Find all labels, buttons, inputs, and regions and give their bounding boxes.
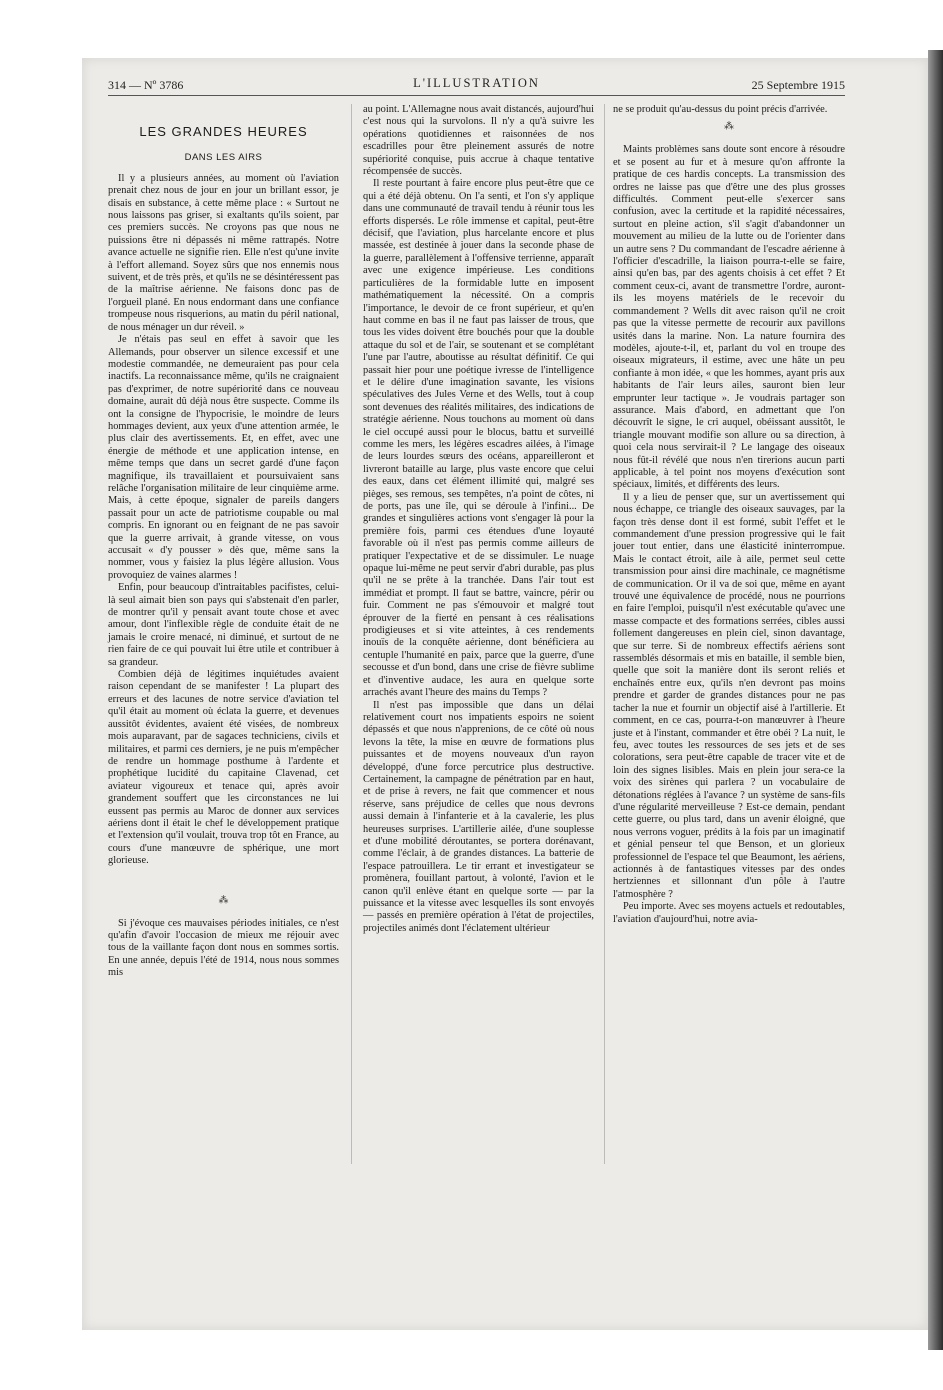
article-subtitle: DANS LES AIRS: [184, 152, 263, 164]
paragraph: Enfin, pour beaucoup d'intraitables pacifistes, celui-là seul aimait bien son pays qui s'abstenait d'en parler, de montrer qu'il y pensait avant toute chose et avec amour, dont l'inflexible règle de conduite était de ne jamais le croire menacé, ni diminué, et surtout de ne rien faire de ce qui pouvait lui être utile et contribuer à sa grandeur.: [108, 582, 339, 668]
paragraph: Maints problèmes sans doute sont encore à résoudre et se posent au fur et à mesure qu'on affronte la pratique de ces hardis concepts. La transmission des ordres ne laisse pas que d'être une des plus grosses difficultés. Comment peut-elle s'exercer sans confusion, avec la certitude et la rapidité nécessaires, surtout en pleine action, s'il s'agit d'abandonner un mouvement au milieu de la lutte ou de l'orienter dans un autre sens ? Du commandant de l'escadre aérienne à l'officier d'escadrille, la liaison pourra-t-elle se faire, ainsi qu'en bas, par des agents choisis à cet effet ? Et comment ceux-ci, avant de transmettre l'ordre, auront-ils les moyens matériels de le recevoir du commandement ? Wells dit avec raison qu'il ne croit pas que la vitesse permette de recourir aux pavillons usités dans la marine. Non. La nature fournira des modèles, ajoute-t-il, et, parlant du vol en troupe des oiseaux migrateurs, il estime, avec une hâte un peu confiante à mon idée, « que les hommes, ayant pris aux habitants de l'air leurs ailes, sauront bien leur emprunter leur tactique ». Je voudrais partager son assurance. Mais d'abord, en admettant que l'on découvrît le signe, le cri auquel, obéissant aussitôt, le triangle mouvant modifie son allure ou sa direction, à quoi cela nous servirait-il ? Le langage des oiseaux nous fût-il révélé que nous n'en tirerions aucun parti applicable, à tel point nos moyens d'exécution sont spéciaux, limités, et différents des leurs.: [613, 144, 845, 491]
paragraph: Peu importe. Avec ses moyens actuels et redoutables, l'aviation d'aujourd'hui, notre avia-: [613, 901, 845, 925]
header-rule: [108, 95, 845, 96]
paragraph: Combien déjà de légitimes inquiétudes avaient raison cependant de se manifester ! La plupart des erreurs et des lacunes de notre service d'aviation tel qu'il était au moment où éclata la guerre, et devenues aussitôt évidentes, avaient été visées, de nombreux mois auparavant, par de sagaces techniciens, civils et militaires, et parmi ces derniers, je ne puis m'empêcher de rendre un hommage posthume à l'ardente et prophétique lucidité du capitaine Clavenad, cet aviateur vigoureux et tenace qui, après avoir grandement souffert que les circonstances ne lui eussent pas permis au Maroc de donner aux services aériens dont il était le chef le développement pratique et l'extension qu'il voulait, trouva trop tôt en France, au cours d'une manœuvre de sphérique, une mort glorieuse.: [108, 669, 339, 867]
column-divider: [351, 104, 352, 1164]
paragraph: au point. L'Allemagne nous avait distancés, aujourd'hui c'est nous qui la survolons. Il n'y a qu'à suivre les opérations quotidiennes et raisonnées de nos escadrilles pour être pleinement assurés de notre supériorité conquise, puis accrue à chaque tentative récompensée de succès.: [363, 104, 594, 178]
publication-title: L'ILLUSTRATION: [413, 76, 540, 90]
paragraph: Il reste pourtant à faire encore plus peut-être que ce qui a été déjà obtenu. On l'a senti, et l'on s'y applique dans une communauté de travail tendu à réunir tous les efforts dispersés. Le rôle immense et capital, peut-être décisif, que l'aviation, plus harcelante encore et plus massée, est destinée à jouer dans la seconde phase de la guerre, parallèlement à l'offensive terrienne, apparaît avec une exigence impérieuse. Les conditions particulières de la formidable lutte en imposent mathématiquement la nécessité. On a compris l'importance, le devoir de ce front supérieur, et qu'en haut comme en bas il ne faut pas laisser de trous, que tous les vides doivent être bouchés pour que la double attaque du sol et de l'air, se soutenant et se complétant l'une par l'autre, aboutisse au résultat définitif. Ce qui passait hier pour une poétique ivresse de l'intelligence et le délire d'une imagination savante, les visions spéculatives des Jules Verne et des Wells, tout à coup sont devenues des réalités militaires, des indications de stratégie aérienne. Nous touchons au moment où dans le ciel occupé aussi pour le blocus, battu et surveillé comme les mers, les légères escadres ailées, à l'image de leurs lourdes sœurs des océans, appareilleront et livreront bataille au large, plus vaste encore que celui des eaux, dans cet élément illimité qui, malgré ses pièges, ses remous, ses tempêtes, n'a point de côtes, ni de ports, pas une île, qui se déroule à l'infini... De grandes et singulières actions vont s'engager là pour la première fois, parmi ces étendues d'une loyauté favorable où il n'est pas permis comme ailleurs de pratiquer l'expectative et de se dissimuler. Le nuage opaque lui-même ne peut servir d'abri durable, pas plus qu'il ne se prête à la tranchée. Dans l'air tout est immédiat et prompt. Il faut se battre, vaincre, périr ou fuir. Comment ne pas s'émouvoir et malgré tout éprouver de la fierté en pensant à ces réalisations prodigieuses et si vite atteintes, à ces rendements inouïs de la conquête aérienne, dont bénéficiera au centuple l'humanité en paix, parce que la guerre, d'une secousse et d'un bond, dans une crise de fièvre sublime et d'inventive audace, les aura en quelque sorte arrachés avant l'heure des mains du Temps ?: [363, 178, 594, 699]
page-number: 314 — Nº 3786: [108, 78, 184, 92]
article-title: LES GRANDES HEURES: [139, 124, 308, 139]
running-header: [108, 76, 845, 94]
book-binding-edge: [928, 50, 943, 1350]
paragraph: Il n'est pas impossible que dans un délai relativement court nos impatients espoirs ne soient dépassés et que nous n'apprenions, de ce côté où nous levons la tête, la mise en œuvre de formations plus puissantes et de moyens nouveaux d'un rayon développé, d'une force percutrice plus destructive. Certainement, la campagne de pénétration par en haut, et de prise à revers, ne fait que commencer et nous réserve, sans préjudice de celles que nous devrons aussi demain à l'infanterie et à la cavalerie, les plus heureuses surprises. L'artillerie ailée, d'une souplesse et d'une mobilité déroutantes, se portera dorénavant, comme l'éclair, à de grandes distances. La batterie de l'espace patrouillera. Le tir errant et investigateur se promènera, fouillant partout, à volonté, l'avion et le canon qu'il enlève étant en quelque sorte — par la puissance et la vitesse avec lesquelles ils sont envoyés — passés en première opération à l'état de projectiles, projectiles animés dont l'éclatement ultérieur: [363, 699, 594, 934]
column-2: [363, 104, 594, 935]
paragraph: Je n'étais pas seul en effet à savoir que les Allemands, pour observer un silence excessif et une modestie commandée, ne demeuraient pas pour cela inactifs. La reconnaissance même, qu'ils ne craignaient pas d'exprimer, de notre supériorité dans ce nouveau domaine, aurait dû déjà nous être suspecte. Comme ils ont la consigne de l'hypocrisie, le moindre de leurs hommages devient, aux yeux d'une attention armée, le plus clair des avertissements. Et, en effet, avec une énergie de méthode et une application intense, en même temps que dans un secret gardé d'une façon magnifique, ils travaillaient et poursuivaient sans relâche l'organisation militaire de leur cinquième arme. Mais, à cette époque, signaler de pareils dangers passait pour un acte de patriotisme coupable ou mal compris. En ignorant ou en feignant de ne pas savoir que la guerre arrivait, à grande vitesse, on vous accusait « d'y pousser » dès que, même sans la nommer, vous y faisiez la plus légère allusion. Vous provoquiez de vaines alarmes !: [108, 334, 339, 581]
section-separator: ⁂: [724, 121, 734, 133]
paragraph: ne se produit qu'au-dessus du point précis d'arrivée.: [613, 104, 828, 115]
paragraph: Il y a lieu de penser que, sur un avertissement qui nous échappe, ce triangle des oiseaux sauvages, par la façon très dense dont il est formé, subit l'effet et le commandement d'une pression progressive qui le fait jouer tout entier, dans une élasticité ininterrompue. Mais le contact étroit, aile à aile, permet seul cette transmission pour ainsi dire machinale, ce magnétisme de communication. Or il va de soi que, même en ayant trouvé une équivalence de procédé, nous ne pourrions en faire l'emploi, puisqu'il n'est exécutable qu'avec une masse compacte et des formations serrées, cibles aussi follement dangereuses en plein ciel, sinon davantage, que sur terre. Si de nombreux effectifs aériens sont rassemblés désormais et mis en bataille, il semble bien, quelle que soit la manière dont ils seront reliés et enchaînés entre eux, qu'ils n'en devront pas moins prendre et garder de grandes distances pour ne pas tacher la nue et fournir un objectif aisé à l'artillerie. Et comment, en ce cas, pourra-t-on manœuvrer à l'heure juste et à l'instant, commander et être obéi ? La nuit, le feu, avec toutes les ressources de ses jets et de ses colorations, sera peut-être capable de tracer vite et de loin des signes lisibles. Mais en plein jour sera-ce la voix des sirènes qui parlera ? un vocabulaire de détonations réglées à l'avance ? un système de sans-fils d'une régularité merveilleuse ? Est-ce demain, pendant cette guerre, ou plus tard, dans un avenir éloigné, que nous verrons voguer, prédits à la fois par un imaginatif et génial penseur tel que Benson, et un glorieux professionnel de l'espace tel que Beaumont, les aériens, actionnés à de fantastiques vitesses par des ondes hertziennes et sillonnant d'un pôle à l'autre l'atmosphère ?: [613, 491, 845, 900]
column-divider: [604, 104, 605, 1164]
column-3: [613, 104, 845, 926]
paragraph: Il y a plusieurs années, au moment où l'aviation prenait chez nous de jour en jour un brillant essor, je disais en substance, à cette même place : « Surtout ne nous laissons pas griser, si exaltants qu'ils soient, par ces premiers succès. Ne croyons pas que nous ne puissions être ni dépassés ni même rattrapés. Notre avance actuelle ne signifie rien. Elle n'est qu'une invite à l'effort allemand. Soyez sûrs que nos ennemis nous suivent, et de très près, et qu'ils ne se désintéressent pas de la maîtrise aérienne. Ne faisons donc pas de l'orgueil plané. En nous endormant dans une confiance trompeuse nous risquerions, au matin du péril national, de nous ménager un dur réveil. »: [108, 172, 339, 333]
column-1: [108, 104, 339, 980]
issue-date: 25 Septembre 1915: [751, 78, 845, 92]
paragraph: Si j'évoque ces mauvaises périodes initiales, ce n'est qu'afin d'avoir l'occasion de mieux me réjouir avec tous de la vaillante façon dont nous en sommes sortis. En une année, depuis l'été de 1914, nous nous sommes mis: [108, 917, 339, 979]
section-separator: ⁂: [218, 894, 229, 906]
